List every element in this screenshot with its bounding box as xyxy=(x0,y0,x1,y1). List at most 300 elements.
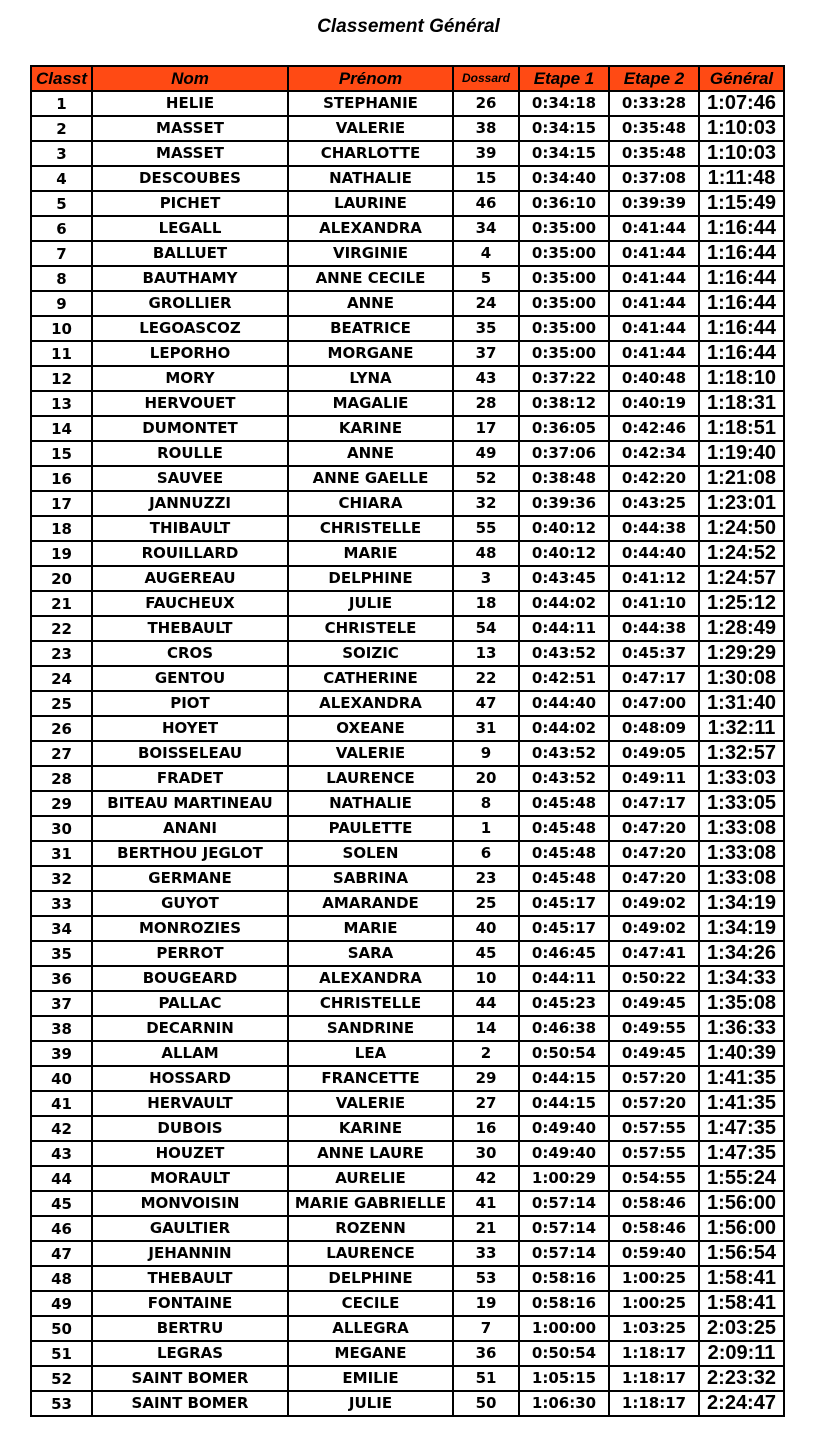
table-row xyxy=(31,1116,784,1141)
stage1-cell: 0:35:00 xyxy=(519,316,609,341)
total-cell: 1:16:44 xyxy=(699,341,784,366)
lastname-cell: LEGALL xyxy=(92,216,288,241)
rank-cell: 36 xyxy=(31,966,92,991)
stage2-cell: 0:42:34 xyxy=(609,441,699,466)
firstname-cell: CHIARA xyxy=(288,491,453,516)
rank-cell: 33 xyxy=(31,891,92,916)
firstname-cell: ROZENN xyxy=(288,1216,453,1241)
stage1-cell: 0:38:12 xyxy=(519,391,609,416)
total-cell: 1:23:01 xyxy=(699,491,784,516)
rank-cell: 9 xyxy=(31,291,92,316)
rank-cell: 32 xyxy=(31,866,92,891)
total-cell: 1:58:41 xyxy=(699,1266,784,1291)
stage1-cell: 0:44:11 xyxy=(519,966,609,991)
lastname-cell: FONTAINE xyxy=(92,1291,288,1316)
firstname-cell: LAURENCE xyxy=(288,766,453,791)
stage2-cell: 0:49:55 xyxy=(609,1016,699,1041)
lastname-cell: HOSSARD xyxy=(92,1066,288,1091)
stage1-cell: 0:43:52 xyxy=(519,741,609,766)
bib-cell: 45 xyxy=(453,941,519,966)
stage1-cell: 0:36:05 xyxy=(519,416,609,441)
lastname-cell: CROS xyxy=(92,641,288,666)
stage2-cell: 0:57:20 xyxy=(609,1066,699,1091)
bib-cell: 10 xyxy=(453,966,519,991)
table-row xyxy=(31,816,784,841)
header-total: Général xyxy=(699,66,784,91)
firstname-cell: JULIE xyxy=(288,1391,453,1416)
stage1-cell: 0:45:48 xyxy=(519,816,609,841)
table-row xyxy=(31,1216,784,1241)
stage2-cell: 0:49:05 xyxy=(609,741,699,766)
firstname-cell: CATHERINE xyxy=(288,666,453,691)
bib-cell: 20 xyxy=(453,766,519,791)
firstname-cell: MORGANE xyxy=(288,341,453,366)
total-cell: 1:24:50 xyxy=(699,516,784,541)
stage1-cell: 0:57:14 xyxy=(519,1216,609,1241)
table-row xyxy=(31,1016,784,1041)
firstname-cell: AURELIE xyxy=(288,1166,453,1191)
rank-cell: 35 xyxy=(31,941,92,966)
stage2-cell: 0:58:46 xyxy=(609,1191,699,1216)
stage2-cell: 0:49:45 xyxy=(609,1041,699,1066)
rank-cell: 4 xyxy=(31,166,92,191)
bib-cell: 31 xyxy=(453,716,519,741)
bib-cell: 28 xyxy=(453,391,519,416)
table-row xyxy=(31,866,784,891)
stage1-cell: 0:43:52 xyxy=(519,766,609,791)
rank-cell: 7 xyxy=(31,241,92,266)
firstname-cell: SOLEN xyxy=(288,841,453,866)
firstname-cell: MEGANE xyxy=(288,1341,453,1366)
rank-cell: 12 xyxy=(31,366,92,391)
table-row xyxy=(31,766,784,791)
rank-cell: 26 xyxy=(31,716,92,741)
total-cell: 1:29:29 xyxy=(699,641,784,666)
firstname-cell: MARIE GABRIELLE xyxy=(288,1191,453,1216)
rank-cell: 15 xyxy=(31,441,92,466)
table-row xyxy=(31,116,784,141)
lastname-cell: GROLLIER xyxy=(92,291,288,316)
stage2-cell: 0:44:40 xyxy=(609,541,699,566)
stage1-cell: 0:35:00 xyxy=(519,266,609,291)
stage1-cell: 0:49:40 xyxy=(519,1116,609,1141)
stage2-cell: 0:57:55 xyxy=(609,1141,699,1166)
total-cell: 1:56:00 xyxy=(699,1216,784,1241)
stage1-cell: 0:34:18 xyxy=(519,91,609,116)
stage1-cell: 0:38:48 xyxy=(519,466,609,491)
lastname-cell: THIBAULT xyxy=(92,516,288,541)
stage1-cell: 0:44:15 xyxy=(519,1066,609,1091)
stage1-cell: 0:50:54 xyxy=(519,1041,609,1066)
total-cell: 1:31:40 xyxy=(699,691,784,716)
rank-cell: 34 xyxy=(31,916,92,941)
results-body xyxy=(31,91,784,1416)
bib-cell: 37 xyxy=(453,341,519,366)
firstname-cell: ANNE xyxy=(288,291,453,316)
rank-cell: 40 xyxy=(31,1066,92,1091)
total-cell: 2:03:25 xyxy=(699,1316,784,1341)
rank-cell: 17 xyxy=(31,491,92,516)
total-cell: 1:30:08 xyxy=(699,666,784,691)
stage1-cell: 0:40:12 xyxy=(519,541,609,566)
rank-cell: 50 xyxy=(31,1316,92,1341)
firstname-cell: VALERIE xyxy=(288,116,453,141)
stage2-cell: 0:41:44 xyxy=(609,241,699,266)
firstname-cell: CHARLOTTE xyxy=(288,141,453,166)
bib-cell: 49 xyxy=(453,441,519,466)
rank-cell: 44 xyxy=(31,1166,92,1191)
total-cell: 1:41:35 xyxy=(699,1066,784,1091)
total-cell: 1:36:33 xyxy=(699,1016,784,1041)
table-row xyxy=(31,916,784,941)
table-row xyxy=(31,1191,784,1216)
stage2-cell: 0:40:19 xyxy=(609,391,699,416)
firstname-cell: LAURINE xyxy=(288,191,453,216)
lastname-cell: MONROZIES xyxy=(92,916,288,941)
table-row xyxy=(31,1166,784,1191)
bib-cell: 3 xyxy=(453,566,519,591)
firstname-cell: MAGALIE xyxy=(288,391,453,416)
stage2-cell: 0:41:12 xyxy=(609,566,699,591)
total-cell: 1:40:39 xyxy=(699,1041,784,1066)
total-cell: 1:24:57 xyxy=(699,566,784,591)
stage1-cell: 0:46:45 xyxy=(519,941,609,966)
bib-cell: 2 xyxy=(453,1041,519,1066)
lastname-cell: BITEAU MARTINEAU xyxy=(92,791,288,816)
bib-cell: 36 xyxy=(453,1341,519,1366)
total-cell: 1:07:46 xyxy=(699,91,784,116)
firstname-cell: ANNE xyxy=(288,441,453,466)
bib-cell: 29 xyxy=(453,1066,519,1091)
table-row xyxy=(31,166,784,191)
stage1-cell: 0:57:14 xyxy=(519,1241,609,1266)
stage1-cell: 0:35:00 xyxy=(519,216,609,241)
firstname-cell: ANNE LAURE xyxy=(288,1141,453,1166)
stage2-cell: 0:44:38 xyxy=(609,516,699,541)
bib-cell: 54 xyxy=(453,616,519,641)
stage1-cell: 0:44:02 xyxy=(519,591,609,616)
stage2-cell: 0:49:02 xyxy=(609,891,699,916)
lastname-cell: LEPORHO xyxy=(92,341,288,366)
bib-cell: 7 xyxy=(453,1316,519,1341)
total-cell: 1:32:11 xyxy=(699,716,784,741)
table-row xyxy=(31,291,784,316)
lastname-cell: GAULTIER xyxy=(92,1216,288,1241)
stage2-cell: 0:48:09 xyxy=(609,716,699,741)
firstname-cell: ALLEGRA xyxy=(288,1316,453,1341)
total-cell: 1:18:31 xyxy=(699,391,784,416)
firstname-cell: LYNA xyxy=(288,366,453,391)
stage2-cell: 1:18:17 xyxy=(609,1366,699,1391)
rank-cell: 37 xyxy=(31,991,92,1016)
stage2-cell: 0:41:10 xyxy=(609,591,699,616)
rank-cell: 22 xyxy=(31,616,92,641)
rank-cell: 43 xyxy=(31,1141,92,1166)
rank-cell: 2 xyxy=(31,116,92,141)
firstname-cell: SABRINA xyxy=(288,866,453,891)
firstname-cell: AMARANDE xyxy=(288,891,453,916)
firstname-cell: STEPHANIE xyxy=(288,91,453,116)
lastname-cell: LEGRAS xyxy=(92,1341,288,1366)
table-row xyxy=(31,91,784,116)
table-row xyxy=(31,1291,784,1316)
total-cell: 1:16:44 xyxy=(699,316,784,341)
stage1-cell: 0:50:54 xyxy=(519,1341,609,1366)
total-cell: 1:16:44 xyxy=(699,291,784,316)
firstname-cell: VALERIE xyxy=(288,741,453,766)
firstname-cell: JULIE xyxy=(288,591,453,616)
total-cell: 1:15:49 xyxy=(699,191,784,216)
lastname-cell: DUBOIS xyxy=(92,1116,288,1141)
rank-cell: 6 xyxy=(31,216,92,241)
rank-cell: 51 xyxy=(31,1341,92,1366)
stage1-cell: 0:35:00 xyxy=(519,241,609,266)
rank-cell: 23 xyxy=(31,641,92,666)
rank-cell: 19 xyxy=(31,541,92,566)
bib-cell: 18 xyxy=(453,591,519,616)
stage2-cell: 0:57:55 xyxy=(609,1116,699,1141)
table-row xyxy=(31,891,784,916)
lastname-cell: ALLAM xyxy=(92,1041,288,1066)
bib-cell: 16 xyxy=(453,1116,519,1141)
lastname-cell: BAUTHAMY xyxy=(92,266,288,291)
lastname-cell: SAINT BOMER xyxy=(92,1366,288,1391)
lastname-cell: HERVAULT xyxy=(92,1091,288,1116)
table-row xyxy=(31,641,784,666)
rank-cell: 29 xyxy=(31,791,92,816)
stage1-cell: 0:45:48 xyxy=(519,841,609,866)
total-cell: 1:56:00 xyxy=(699,1191,784,1216)
firstname-cell: ALEXANDRA xyxy=(288,216,453,241)
stage2-cell: 0:47:20 xyxy=(609,866,699,891)
total-cell: 1:33:08 xyxy=(699,841,784,866)
lastname-cell: GUYOT xyxy=(92,891,288,916)
bib-cell: 35 xyxy=(453,316,519,341)
total-cell: 1:16:44 xyxy=(699,216,784,241)
table-row xyxy=(31,741,784,766)
lastname-cell: THEBAULT xyxy=(92,616,288,641)
lastname-cell: PERROT xyxy=(92,941,288,966)
lastname-cell: GENTOU xyxy=(92,666,288,691)
header-rank: Classt xyxy=(31,66,92,91)
firstname-cell: ANNE CECILE xyxy=(288,266,453,291)
table-row xyxy=(31,1391,784,1416)
bib-cell: 17 xyxy=(453,416,519,441)
total-cell: 1:34:26 xyxy=(699,941,784,966)
lastname-cell: HOYET xyxy=(92,716,288,741)
firstname-cell: FRANCETTE xyxy=(288,1066,453,1091)
total-cell: 1:10:03 xyxy=(699,141,784,166)
bib-cell: 27 xyxy=(453,1091,519,1116)
stage1-cell: 0:46:38 xyxy=(519,1016,609,1041)
rank-cell: 25 xyxy=(31,691,92,716)
bib-cell: 41 xyxy=(453,1191,519,1216)
rank-cell: 18 xyxy=(31,516,92,541)
firstname-cell: SANDRINE xyxy=(288,1016,453,1041)
table-row xyxy=(31,1141,784,1166)
lastname-cell: HERVOUET xyxy=(92,391,288,416)
table-row xyxy=(31,1316,784,1341)
lastname-cell: ROULLE xyxy=(92,441,288,466)
stage1-cell: 0:42:51 xyxy=(519,666,609,691)
total-cell: 1:47:35 xyxy=(699,1116,784,1141)
total-cell: 1:55:24 xyxy=(699,1166,784,1191)
bib-cell: 19 xyxy=(453,1291,519,1316)
bib-cell: 38 xyxy=(453,116,519,141)
lastname-cell: FAUCHEUX xyxy=(92,591,288,616)
stage1-cell: 0:43:45 xyxy=(519,566,609,591)
total-cell: 1:32:57 xyxy=(699,741,784,766)
bib-cell: 21 xyxy=(453,1216,519,1241)
lastname-cell: AUGEREAU xyxy=(92,566,288,591)
lastname-cell: PICHET xyxy=(92,191,288,216)
firstname-cell: LAURENCE xyxy=(288,1241,453,1266)
stage1-cell: 0:45:48 xyxy=(519,791,609,816)
stage2-cell: 0:37:08 xyxy=(609,166,699,191)
rank-cell: 8 xyxy=(31,266,92,291)
table-row xyxy=(31,1241,784,1266)
table-row xyxy=(31,241,784,266)
total-cell: 1:11:48 xyxy=(699,166,784,191)
stage2-cell: 0:58:46 xyxy=(609,1216,699,1241)
stage2-cell: 0:49:45 xyxy=(609,991,699,1016)
table-row xyxy=(31,1066,784,1091)
stage1-cell: 0:36:10 xyxy=(519,191,609,216)
firstname-cell: BEATRICE xyxy=(288,316,453,341)
total-cell: 1:58:41 xyxy=(699,1291,784,1316)
stage2-cell: 0:45:37 xyxy=(609,641,699,666)
bib-cell: 22 xyxy=(453,666,519,691)
lastname-cell: THEBAULT xyxy=(92,1266,288,1291)
stage2-cell: 0:49:02 xyxy=(609,916,699,941)
table-row xyxy=(31,566,784,591)
rank-cell: 27 xyxy=(31,741,92,766)
table-row xyxy=(31,466,784,491)
firstname-cell: MARIE xyxy=(288,541,453,566)
rank-cell: 47 xyxy=(31,1241,92,1266)
bib-cell: 44 xyxy=(453,991,519,1016)
lastname-cell: BERTHOU JEGLOT xyxy=(92,841,288,866)
table-row xyxy=(31,991,784,1016)
table-row xyxy=(31,1341,784,1366)
bib-cell: 24 xyxy=(453,291,519,316)
bib-cell: 51 xyxy=(453,1366,519,1391)
stage2-cell: 0:41:44 xyxy=(609,291,699,316)
firstname-cell: CHRISTELLE xyxy=(288,516,453,541)
total-cell: 1:33:03 xyxy=(699,766,784,791)
bib-cell: 55 xyxy=(453,516,519,541)
firstname-cell: DELPHINE xyxy=(288,566,453,591)
firstname-cell: ALEXANDRA xyxy=(288,966,453,991)
stage2-cell: 1:03:25 xyxy=(609,1316,699,1341)
bib-cell: 48 xyxy=(453,541,519,566)
rank-cell: 28 xyxy=(31,766,92,791)
bib-cell: 8 xyxy=(453,791,519,816)
header-firstname: Prénom xyxy=(288,66,453,91)
table-row xyxy=(31,491,784,516)
stage1-cell: 0:34:40 xyxy=(519,166,609,191)
stage2-cell: 0:54:55 xyxy=(609,1166,699,1191)
table-row xyxy=(31,541,784,566)
stage2-cell: 1:00:25 xyxy=(609,1266,699,1291)
table-row xyxy=(31,666,784,691)
stage1-cell: 0:34:15 xyxy=(519,141,609,166)
rank-cell: 42 xyxy=(31,1116,92,1141)
total-cell: 1:33:08 xyxy=(699,866,784,891)
table-row xyxy=(31,841,784,866)
firstname-cell: DELPHINE xyxy=(288,1266,453,1291)
stage2-cell: 0:42:20 xyxy=(609,466,699,491)
firstname-cell: LEA xyxy=(288,1041,453,1066)
table-row xyxy=(31,691,784,716)
stage1-cell: 0:37:22 xyxy=(519,366,609,391)
lastname-cell: HELIE xyxy=(92,91,288,116)
table-row xyxy=(31,416,784,441)
lastname-cell: MASSET xyxy=(92,116,288,141)
total-cell: 1:33:08 xyxy=(699,816,784,841)
bib-cell: 4 xyxy=(453,241,519,266)
total-cell: 2:23:32 xyxy=(699,1366,784,1391)
stage1-cell: 0:44:02 xyxy=(519,716,609,741)
bib-cell: 30 xyxy=(453,1141,519,1166)
stage1-cell: 0:45:17 xyxy=(519,891,609,916)
bib-cell: 13 xyxy=(453,641,519,666)
firstname-cell: PAULETTE xyxy=(288,816,453,841)
header-stage2: Etape 2 xyxy=(609,66,699,91)
lastname-cell: BERTRU xyxy=(92,1316,288,1341)
total-cell: 1:28:49 xyxy=(699,616,784,641)
bib-cell: 52 xyxy=(453,466,519,491)
stage2-cell: 0:33:28 xyxy=(609,91,699,116)
header-stage1: Etape 1 xyxy=(519,66,609,91)
rank-cell: 41 xyxy=(31,1091,92,1116)
firstname-cell: VALERIE xyxy=(288,1091,453,1116)
stage1-cell: 0:44:11 xyxy=(519,616,609,641)
total-cell: 1:34:19 xyxy=(699,891,784,916)
table-row xyxy=(31,616,784,641)
table-row xyxy=(31,366,784,391)
header-bib: Dossard xyxy=(453,66,519,91)
firstname-cell: SARA xyxy=(288,941,453,966)
stage1-cell: 0:35:00 xyxy=(519,341,609,366)
table-row xyxy=(31,441,784,466)
rank-cell: 31 xyxy=(31,841,92,866)
lastname-cell: ANANI xyxy=(92,816,288,841)
stage2-cell: 0:41:44 xyxy=(609,266,699,291)
lastname-cell: JANNUZZI xyxy=(92,491,288,516)
stage1-cell: 0:43:52 xyxy=(519,641,609,666)
table-row xyxy=(31,716,784,741)
lastname-cell: HOUZET xyxy=(92,1141,288,1166)
table-row xyxy=(31,516,784,541)
total-cell: 1:25:12 xyxy=(699,591,784,616)
stage2-cell: 0:42:46 xyxy=(609,416,699,441)
stage2-cell: 0:47:41 xyxy=(609,941,699,966)
total-cell: 1:41:35 xyxy=(699,1091,784,1116)
table-row xyxy=(31,266,784,291)
firstname-cell: ANNE GAELLE xyxy=(288,466,453,491)
stage1-cell: 1:05:15 xyxy=(519,1366,609,1391)
total-cell: 1:16:44 xyxy=(699,266,784,291)
lastname-cell: MONVOISIN xyxy=(92,1191,288,1216)
table-row xyxy=(31,941,784,966)
stage2-cell: 0:57:20 xyxy=(609,1091,699,1116)
table-row xyxy=(31,341,784,366)
stage2-cell: 0:49:11 xyxy=(609,766,699,791)
lastname-cell: ROUILLARD xyxy=(92,541,288,566)
table-row xyxy=(31,141,784,166)
firstname-cell: KARINE xyxy=(288,1116,453,1141)
